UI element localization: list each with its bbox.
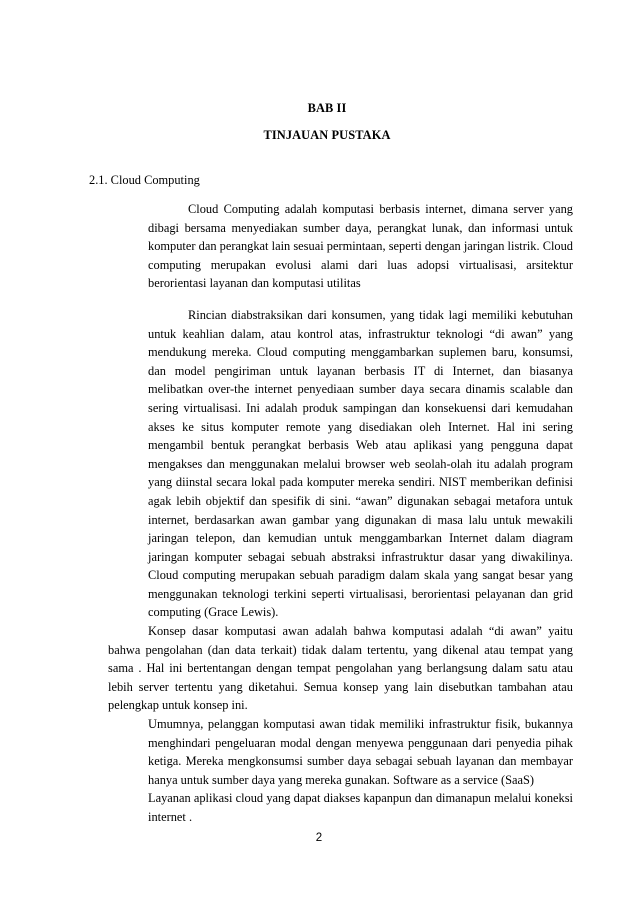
paragraph-customers: Umumnya, pelanggan komputasi awan tidak memiliki infrastruktur fisik, bukannya menghindari pengeluaran modal dengan menyewa penggunaan dari penyedia pihak ketiga. Mereka mengkonsumsi sumber daya sebagai sebuah layanan dan membayar hanya untuk sumber daya yang mereka gunakan. Software as a service (SaaS) bbox=[148, 717, 573, 787]
paragraph-basic-concept: Konsep dasar komputasi awan adalah bahwa komputasi adalah “di awan” yaitu bahwa pengolahan (dan data terkait) tidak dalam tertentu, yang dikenal atau tempat yang sama . Hal ini bertentangan dengan tempat pengolahan yang berlangsung dalam satu atau lebih server tertentu yang diketahui. Semua konsep yang lain disebutkan tambahan atau pelengkap untuk konsep ini. bbox=[108, 624, 573, 713]
paragraph-abstraction: Rincian diabstraksikan dari konsumen, yang tidak lagi memiliki kebutuhan untuk keahlian dalam, atau kontrol atas, infrastruktur teknologi “di awan” yang mendukung mereka. Cloud computing menggambarkan suplemen baru, konsumsi, dan model pengiriman untuk layanan berbasis IT di Internet, dan biasanya melibatkan over-the internet penyediaan sumber daya secara dinamis scalable dan sering virtualisasi. Ini adalah produk sampingan dan konsekuensi dari kemudahan akses ke situs komputer remote yang disediakan oleh Internet. Hal ini sering mengambil bentuk perangkat berbasis Web atau aplikasi yang pengguna dapat mengakses dan menggunakan melalui browser web seolah-olah itu adalah program yang diinstal secara lokal pada komputer mereka sendiri. NIST memberikan definisi agak lebih objektif dan spesifik di sini. “awan” digunakan sebagai metafora untuk internet, berdasarkan awan gambar yang digunakan di masa lalu untuk mewakili jaringan telepon, dan kemudian untuk menggambarkan Internet dalam diagram jaringan komputer sebagai sebuah abstraksi infrastruktur dasar yang diwakilinya. Cloud computing merupakan sebuah paradigm dalam skala yang sangat besar yang menggunakan teknologi terkini seperti virtualisasi, berorientasi pelayanan dan grid computing (Grace Lewis). bbox=[148, 307, 573, 620]
page-number: 2 bbox=[315, 832, 323, 844]
paragraph-cloud-service: Layanan aplikasi cloud yang dapat diakses kapanpun dan dimanapun melalui koneksi internet . bbox=[148, 791, 573, 824]
chapter-number: BAB II bbox=[307, 101, 347, 115]
paragraph-definition: Cloud Computing adalah komputasi berbasis internet, dimana server yang dibagi bersama menyediakan sumber daya, perangkat lunak, dan informasi untuk komputer dan perangkat lain sesuai permintaan, seperti dengan jaringan listrik. Cloud computing merupakan evolusi alami dari luas adopsi virtualisasi, arsitektur berorientasi layanan dan komputasi utilitas bbox=[148, 202, 573, 291]
body-text bbox=[108, 200, 573, 827]
section-heading: 2.1. Cloud Computing bbox=[89, 173, 200, 187]
chapter-title: TINJAUAN PUSTAKA bbox=[263, 128, 391, 142]
